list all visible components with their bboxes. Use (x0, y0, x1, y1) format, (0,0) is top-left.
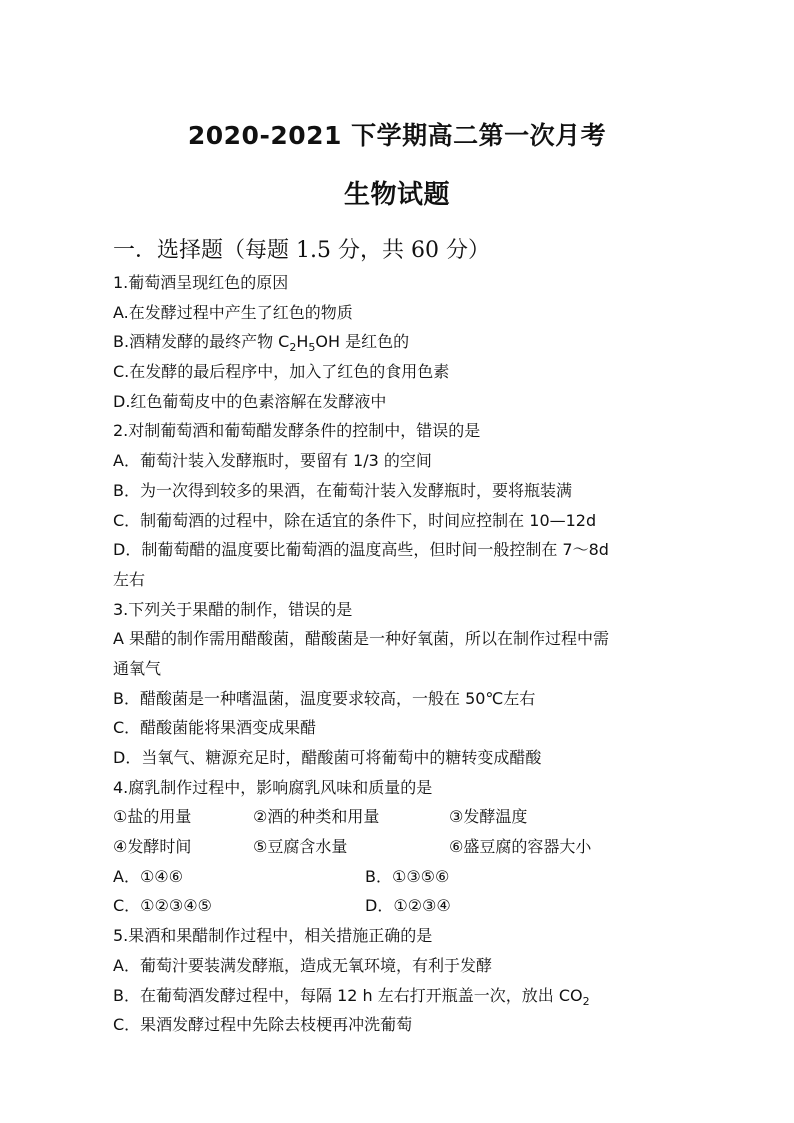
question-4-items-row-2 (113, 832, 713, 862)
question-1-option-c: C.在发酵的最后程序中，加入了红色的食用色素 (113, 362, 450, 382)
question-2-option-d: D．制葡萄醋的温度要比葡萄酒的温度高些，但时间一般控制在 7～8d (113, 540, 609, 560)
question-1-option-b (113, 327, 713, 357)
question-5-stem: 5.果酒和果醋制作过程中，相关措施正确的是 (113, 926, 433, 946)
question-3-option-d: D．当氧气、糖源充足时，醋酸菌可将葡萄中的糖转变成醋酸 (113, 748, 542, 767)
question-4-option-b: B．①③⑤⑥ (365, 866, 450, 886)
option-text: B.酒精发酵的最终产物 C (113, 332, 290, 352)
question-1-option-a: A.在发酵过程中产生了红色的物质 (113, 302, 353, 322)
question-4-items-row-1 (113, 802, 713, 832)
question-5-option-a: A．葡萄汁要装满发酵瓶，造成无氧环境，有利于发酵 (113, 955, 492, 975)
question-4-options-row-2 (113, 891, 713, 921)
question-5-option-b (113, 981, 713, 1011)
item-1: ①盐的用量 (113, 807, 192, 827)
subscript: 2 (289, 341, 297, 355)
question-4-stem: 4.腐乳制作过程中，影响腐乳风味和质量的是 (113, 777, 433, 797)
exam-title: 2020-2021 下学期高二第一次月考 (187, 121, 607, 150)
item-4: ④发酵时间 (113, 837, 192, 857)
question-1-stem: 1.葡萄酒呈现红色的原因 (113, 273, 289, 292)
subscript: 5 (308, 341, 316, 355)
question-5-option-c: C．果酒发酵过程中先除去枝梗再冲洗葡萄 (113, 1015, 413, 1035)
option-text: B．在葡萄酒发酵过程中，每隔 12 h 左右打开瓶盖一次，放出 CO (113, 985, 583, 1005)
item-5: ⑤豆腐含水量 (253, 837, 348, 857)
question-3-option-c: C．醋酸菌能将果酒变成果醋 (113, 718, 317, 738)
question-3-option-a-cont: 通氧气 (113, 658, 162, 678)
question-2-option-d-cont: 左右 (113, 569, 146, 589)
subject-title: 生物试题 (343, 180, 450, 210)
question-list (113, 268, 713, 1040)
question-2-option-c: C．制葡萄酒的过程中，除在适宜的条件下，时间应控制在 10—12d (113, 510, 597, 530)
option-text: H (296, 332, 309, 352)
question-4-options-row-1 (113, 862, 713, 892)
question-3-option-a: A 果醋的制作需用醋酸菌，醋酸菌是一种好氧菌，所以在制作过程中需 (113, 629, 610, 649)
question-2-option-b: B．为一次得到较多的果酒，在葡萄汁装入发酵瓶时，要将瓶装满 (113, 480, 572, 500)
question-3-stem: 3.下列关于果醋的制作，错误的是 (113, 599, 353, 619)
item-2: ②酒的种类和用量 (253, 807, 380, 827)
question-2-stem: 2.对制葡萄酒和葡萄醋发酵条件的控制中，错误的是 (113, 421, 481, 441)
question-2-option-a: A．葡萄汁装入发酵瓶时，要留有 1/3 的空间 (113, 451, 432, 471)
item-3: ③发酵温度 (449, 807, 528, 827)
option-text: OH 是红色的 (315, 332, 410, 352)
question-3-option-b: B．醋酸菌是一种嗜温菌，温度要求较高，一般在 50℃左右 (113, 688, 536, 708)
question-4-option-c: C．①②③④⑤ (113, 896, 212, 916)
question-4-option-d: D．①②③④ (365, 896, 451, 916)
section-heading: 一．选择题（每题 1.5 分，共 60 分） (113, 238, 490, 263)
question-1-option-d: D.红色葡萄皮中的色素溶解在发酵液中 (113, 391, 387, 411)
question-4-option-a: A．①④⑥ (113, 866, 183, 886)
subscript: 2 (582, 994, 590, 1008)
item-6: ⑥盛豆腐的容器大小 (449, 837, 592, 857)
